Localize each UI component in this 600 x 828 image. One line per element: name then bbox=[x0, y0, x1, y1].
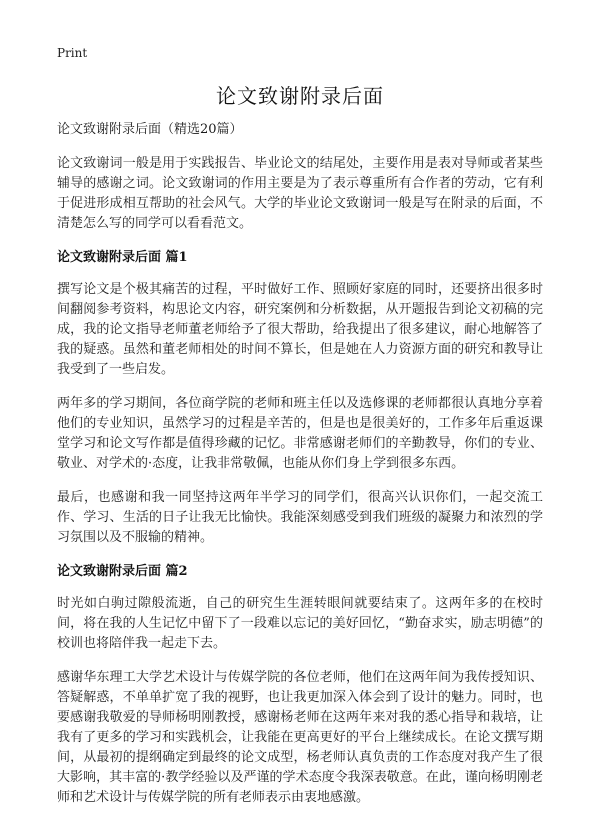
section-heading-1: 论文致谢附录后面 篇1 bbox=[57, 250, 188, 265]
page-title: 论文致谢附录后面 bbox=[216, 84, 384, 108]
document-body bbox=[57, 120, 543, 822]
section-1-paragraph-2: 两年多的学习期间，各位商学院的老师和班主任以及选修课的老师都很认真地分享着他们的专业知识，虽然学习的过程是辛苦的，但是也是很美好的，工作多年后重返课堂学习和论文写作都是值得珍藏的记忆。非常感谢老师们的辛勤教导，你们的专业、敬业、对学术的·态度，让我非常敬佩，也能从你们身上学到很多东西。 bbox=[57, 396, 543, 471]
print-label: Print bbox=[57, 46, 88, 60]
section-heading-2: 论文致谢附录后面 篇2 bbox=[57, 564, 188, 579]
subtitle: 论文致谢附录后面（精选20篇） bbox=[57, 122, 243, 137]
section-2-paragraph-2: 感谢华东理工大学艺术设计与传媒学院的各位老师，他们在这两年间为我传授知识、答疑解惑，不单单扩宽了我的视野，也让我更加深入体会到了设计的魅力。同时，也要感谢我敬爱的导师杨明刚教授，感谢杨老师在这两年来对我的悉心指导和栽培，让我有了更多的学习和实践机会，让我能在更高更好的平台上继续成长。在论文撰写期间，从最初的提纲确定到最终的论文成型，杨老师认真负责的工作态度对我产生了很大影响，其丰富的·教学经验以及严谨的学术态度令我深表敬意。在此，谨向杨明刚老师和艺术设计与传媒学院的所有老师表示由衷地感激。 bbox=[57, 670, 543, 805]
section-1-paragraph-3: 最后，也感谢和我一同坚持这两年半学习的同学们，很高兴认识你们，一起交流工作、学习、生活的日子让我无比愉快。我能深刻感受到我们班级的凝聚力和浓烈的学习氛围以及不服输的精神。 bbox=[57, 490, 543, 545]
section-2-paragraph-1: 时光如白驹过隙般流逝，自己的研究生生涯转眼间就要结束了。这两年多的在校时间，将在我的人生记忆中留下了一段难以忘记的美好回忆，“勤奋求实，励志明德”的校训也将陪伴我一起走下去。 bbox=[57, 596, 543, 651]
section-1-paragraph-1: 撰写论文是个极其痛苦的过程，平时做好工作、照顾好家庭的同时，还要挤出很多时间翻阅参考资料，构思论文内容，研究案例和分析数据，从开题报告到论文初稿的完成，我的论文指导老师董老师给予了很大帮助，给我提出了很多建议，耐心地解答了我的疑惑。虽然和董老师相处的时间不算长，但是她在人力资源方面的研究和教导让我受到了一些启发。 bbox=[57, 282, 543, 377]
intro-paragraph: 论文致谢词一般是用于实践报告、毕业论文的结尾处，主要作用是表对导师或者某些辅导的感谢之词。论文致谢词的作用主要是为了表示尊重所有合作者的劳动，它有利于促进形成相互帮助的社会风气。大学的毕业论文致谢词一般是写在附录的后面，不清楚怎么写的同学可以看看范文。 bbox=[57, 156, 543, 231]
